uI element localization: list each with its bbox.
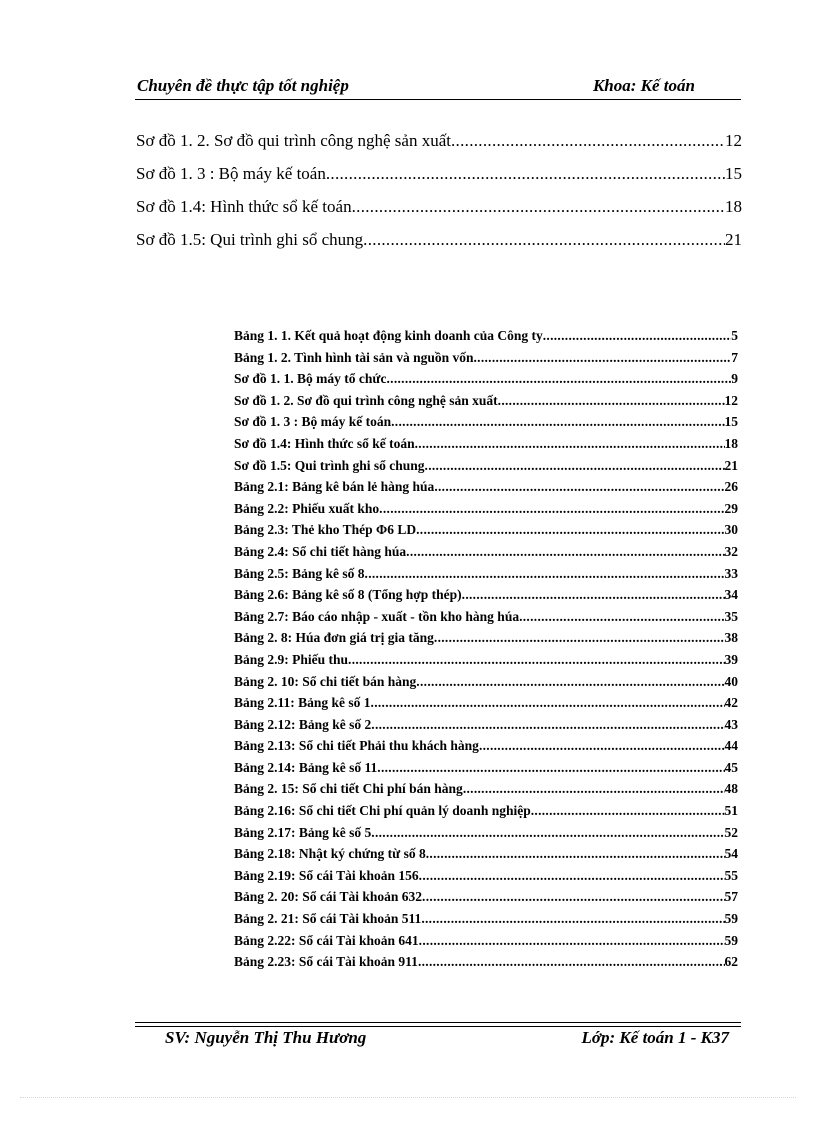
toc-entry-page: 32 [724,543,738,559]
toc-entry [234,825,738,847]
toc-entry [234,954,738,976]
toc-entry-page: 55 [724,867,738,883]
toc-entry-page: 29 [724,500,738,516]
toc-top-list [136,131,742,263]
toc-entry [234,458,738,480]
toc-entry [234,674,738,696]
toc-leader-dots [463,781,725,797]
toc-entry [234,717,738,739]
toc-entry [136,131,742,164]
toc-leader-dots [421,911,724,927]
toc-entry-page: 62 [724,954,738,970]
toc-entry [234,544,738,566]
toc-leader-dots [419,933,725,949]
toc-leader-dots [422,889,724,905]
header-rule [135,99,741,100]
toc-entry [234,609,738,631]
toc-entry-label: Bảng 2. 15: Sổ chi tiết Chi phí bán hàng [234,781,463,797]
footer-student-name: SV: Nguyễn Thị Thu Hương [165,1028,367,1047]
toc-leader-dots [365,566,725,582]
toc-main-list [234,328,738,976]
toc-entry-label: Bảng 2.23: Sổ cái Tài khoản 911 [234,954,418,970]
toc-entry-label: Sơ đồ 1.5: Qui trình ghi sổ chung [234,457,425,473]
toc-entry [234,436,738,458]
toc-entry [234,760,738,782]
toc-entry-label: Bảng 2.12: Bảng kê số 2 [234,716,372,732]
toc-leader-dots [371,717,724,733]
toc-entry-label: Bảng 2.13: Sổ chi tiết Phải thu khách hàng [234,738,479,754]
toc-entry-page: 21 [724,457,738,473]
toc-entry-page: 45 [724,759,738,775]
toc-entry-page: 51 [724,803,738,819]
toc-entry-label: Bảng 2. 10: Sổ chi tiết bán hàng [234,673,417,689]
toc-entry-label: Bảng 2.19: Sổ cái Tài khoản 156 [234,867,419,883]
toc-entry-page: 5 [731,328,738,343]
toc-entry-label: Sơ đồ 1. 3 : Bộ máy kế toán [234,414,392,430]
toc-entry-label: Bảng 2. 8: Húa đơn giá trị gia tăng [234,630,434,646]
toc-leader-dots [479,738,725,754]
toc-entry [234,781,738,803]
toc-entry-page: 21 [725,230,742,249]
toc-entry-page: 44 [724,738,738,754]
toc-entry [136,164,742,197]
toc-leader-dots [352,197,725,217]
toc-entry-page: 7 [731,349,738,365]
toc-entry-label: Bảng 2.4: Sổ chi tiết hàng húa [234,543,407,559]
toc-leader-dots [498,393,725,409]
toc-entry-label: Sơ đồ 1. 2. Sơ đồ qui trình công nghệ sản xuất [234,392,498,408]
toc-entry-page: 9 [731,371,738,387]
toc-entry-page: 54 [724,846,738,862]
toc-entry-label: Bảng 2.14: Bảng kê số 11 [234,759,378,775]
toc-entry [234,695,738,717]
toc-entry-page: 18 [724,435,738,451]
toc-entry-label: Sơ đồ 1.5: Qui trình ghi sổ chung [136,230,364,249]
toc-leader-dots [462,587,725,603]
toc-entry-page: 59 [724,911,738,927]
toc-leader-dots [473,350,731,366]
page-bottom-dotted-edge [20,1097,796,1098]
toc-entry-label: Bảng 2. 21: Sổ cái Tài khoản 511 [234,911,422,927]
toc-entry [136,197,742,230]
toc-entry [234,414,738,436]
toc-leader-dots [434,630,725,646]
toc-entry-label: Bảng 2.7: Báo cáo nhập - xuất - tồn kho hàng húa [234,608,520,624]
toc-entry-page: 40 [724,673,738,689]
toc-leader-dots [371,825,724,841]
toc-entry-label: Bảng 2.16: Sổ chi tiết Chi phí quản lý doanh nghiệp [234,803,531,819]
toc-entry [234,738,738,760]
toc-leader-dots [371,695,725,711]
toc-leader-dots [426,846,725,862]
header-department: Khoa: Kế toán [592,76,695,95]
toc-entry-page: 33 [724,565,738,581]
toc-leader-dots [418,954,725,970]
toc-leader-dots [419,868,725,884]
toc-leader-dots [451,131,725,151]
toc-entry-page: 57 [724,889,738,905]
toc-leader-dots [391,414,724,430]
toc-entry-label: Bảng 2. 20: Sổ cái Tài khoản 632 [234,889,423,905]
toc-entry-page: 59 [724,932,738,948]
toc-entry-label: Sơ đồ 1. 1. Bộ máy tổ chức [234,371,387,387]
toc-entry-label: Bảng 2.5: Bảng kê số 8 [234,565,365,581]
page-header [135,76,741,98]
toc-entry-label: Sơ đồ 1.4: Hình thức sổ kế toán [234,435,415,451]
toc-entry [136,230,742,263]
toc-leader-dots [386,371,731,387]
header-document-title: Chuyên đề thực tập tốt nghiệp [137,76,349,95]
toc-entry-page: 52 [724,824,738,840]
footer-rule-thin [135,1026,741,1027]
toc-entry [234,587,738,609]
toc-entry-page: 34 [724,587,738,603]
toc-entry-page: 35 [724,608,738,624]
toc-entry-page: 15 [725,164,742,183]
toc-entry-label: Bảng 2.3: Thẻ kho Thép Φ6 LD [234,522,417,538]
toc-leader-dots [326,164,725,184]
page-footer [135,1028,741,1052]
toc-entry-page: 26 [724,479,738,495]
toc-entry-label: Bảng 2.9: Phiếu thu [234,651,349,667]
toc-leader-dots [379,501,724,517]
toc-entry [234,889,738,911]
toc-entry-page: 12 [725,131,742,150]
toc-entry-page: 18 [725,197,742,216]
toc-leader-dots [531,803,725,819]
toc-leader-dots [415,436,725,452]
footer-class: Lớp: Kế toán 1 - K37 [581,1028,729,1047]
toc-entry [234,350,738,372]
toc-entry-label: Sơ đồ 1. 2. Sơ đồ qui trình công nghệ sản xuất [136,131,451,150]
toc-entry [234,911,738,933]
toc-entry [234,846,738,868]
toc-leader-dots [543,328,732,344]
toc-leader-dots [416,522,724,538]
footer-rule-thick [135,1022,741,1023]
toc-leader-dots [363,230,725,250]
toc-entry [234,868,738,890]
toc-entry-label: Sơ đồ 1. 3 : Bộ máy kế toán [136,164,326,183]
toc-entry-page: 42 [724,695,738,711]
toc-entry-label: Bảng 2.1: Bảng kê bán lẻ hàng húa [234,479,435,495]
toc-entry-label: Bảng 2.11: Bảng kê số 1 [234,695,371,711]
toc-leader-dots [348,652,724,668]
toc-entry-label: Bảng 2.17: Bảng kê số 5 [234,824,372,840]
toc-entry-page: 12 [724,392,738,408]
toc-entry-label: Bảng 2.6: Bảng kê số 8 (Tổng hợp thép) [234,587,462,603]
toc-entry-label: Bảng 2.18: Nhật ký chứng từ số 8 [234,846,426,862]
toc-entry-page: 30 [724,522,738,538]
toc-entry [234,501,738,523]
toc-entry-label: Sơ đồ 1.4: Hình thức sổ kế toán [136,197,352,216]
toc-entry [234,371,738,393]
toc-entry-label: Bảng 2.2: Phiếu xuất kho [234,500,380,516]
toc-entry-label: Bảng 1. 1. Kết quả hoạt động kinh doanh của Công ty [234,328,543,343]
toc-entry [234,652,738,674]
toc-entry-page: 15 [724,414,738,430]
toc-entry [234,630,738,652]
toc-leader-dots [377,760,724,776]
toc-entry-label: Bảng 2.22: Sổ cái Tài khoản 641 [234,932,419,948]
toc-entry [234,479,738,501]
toc-entry-page: 38 [724,630,738,646]
toc-leader-dots [519,609,724,625]
toc-leader-dots [434,479,724,495]
toc-leader-dots [416,674,724,690]
toc-entry-page: 39 [724,651,738,667]
toc-entry-label: Bảng 1. 2. Tình hình tài sản và nguồn vốn [234,349,474,365]
toc-entry [234,566,738,588]
toc-entry [234,393,738,415]
toc-entry [234,328,738,350]
toc-entry [234,933,738,955]
toc-entry [234,803,738,825]
toc-leader-dots [425,458,725,474]
toc-leader-dots [406,544,724,560]
toc-entry [234,522,738,544]
toc-entry-page: 48 [724,781,738,797]
toc-entry-page: 43 [724,716,738,732]
